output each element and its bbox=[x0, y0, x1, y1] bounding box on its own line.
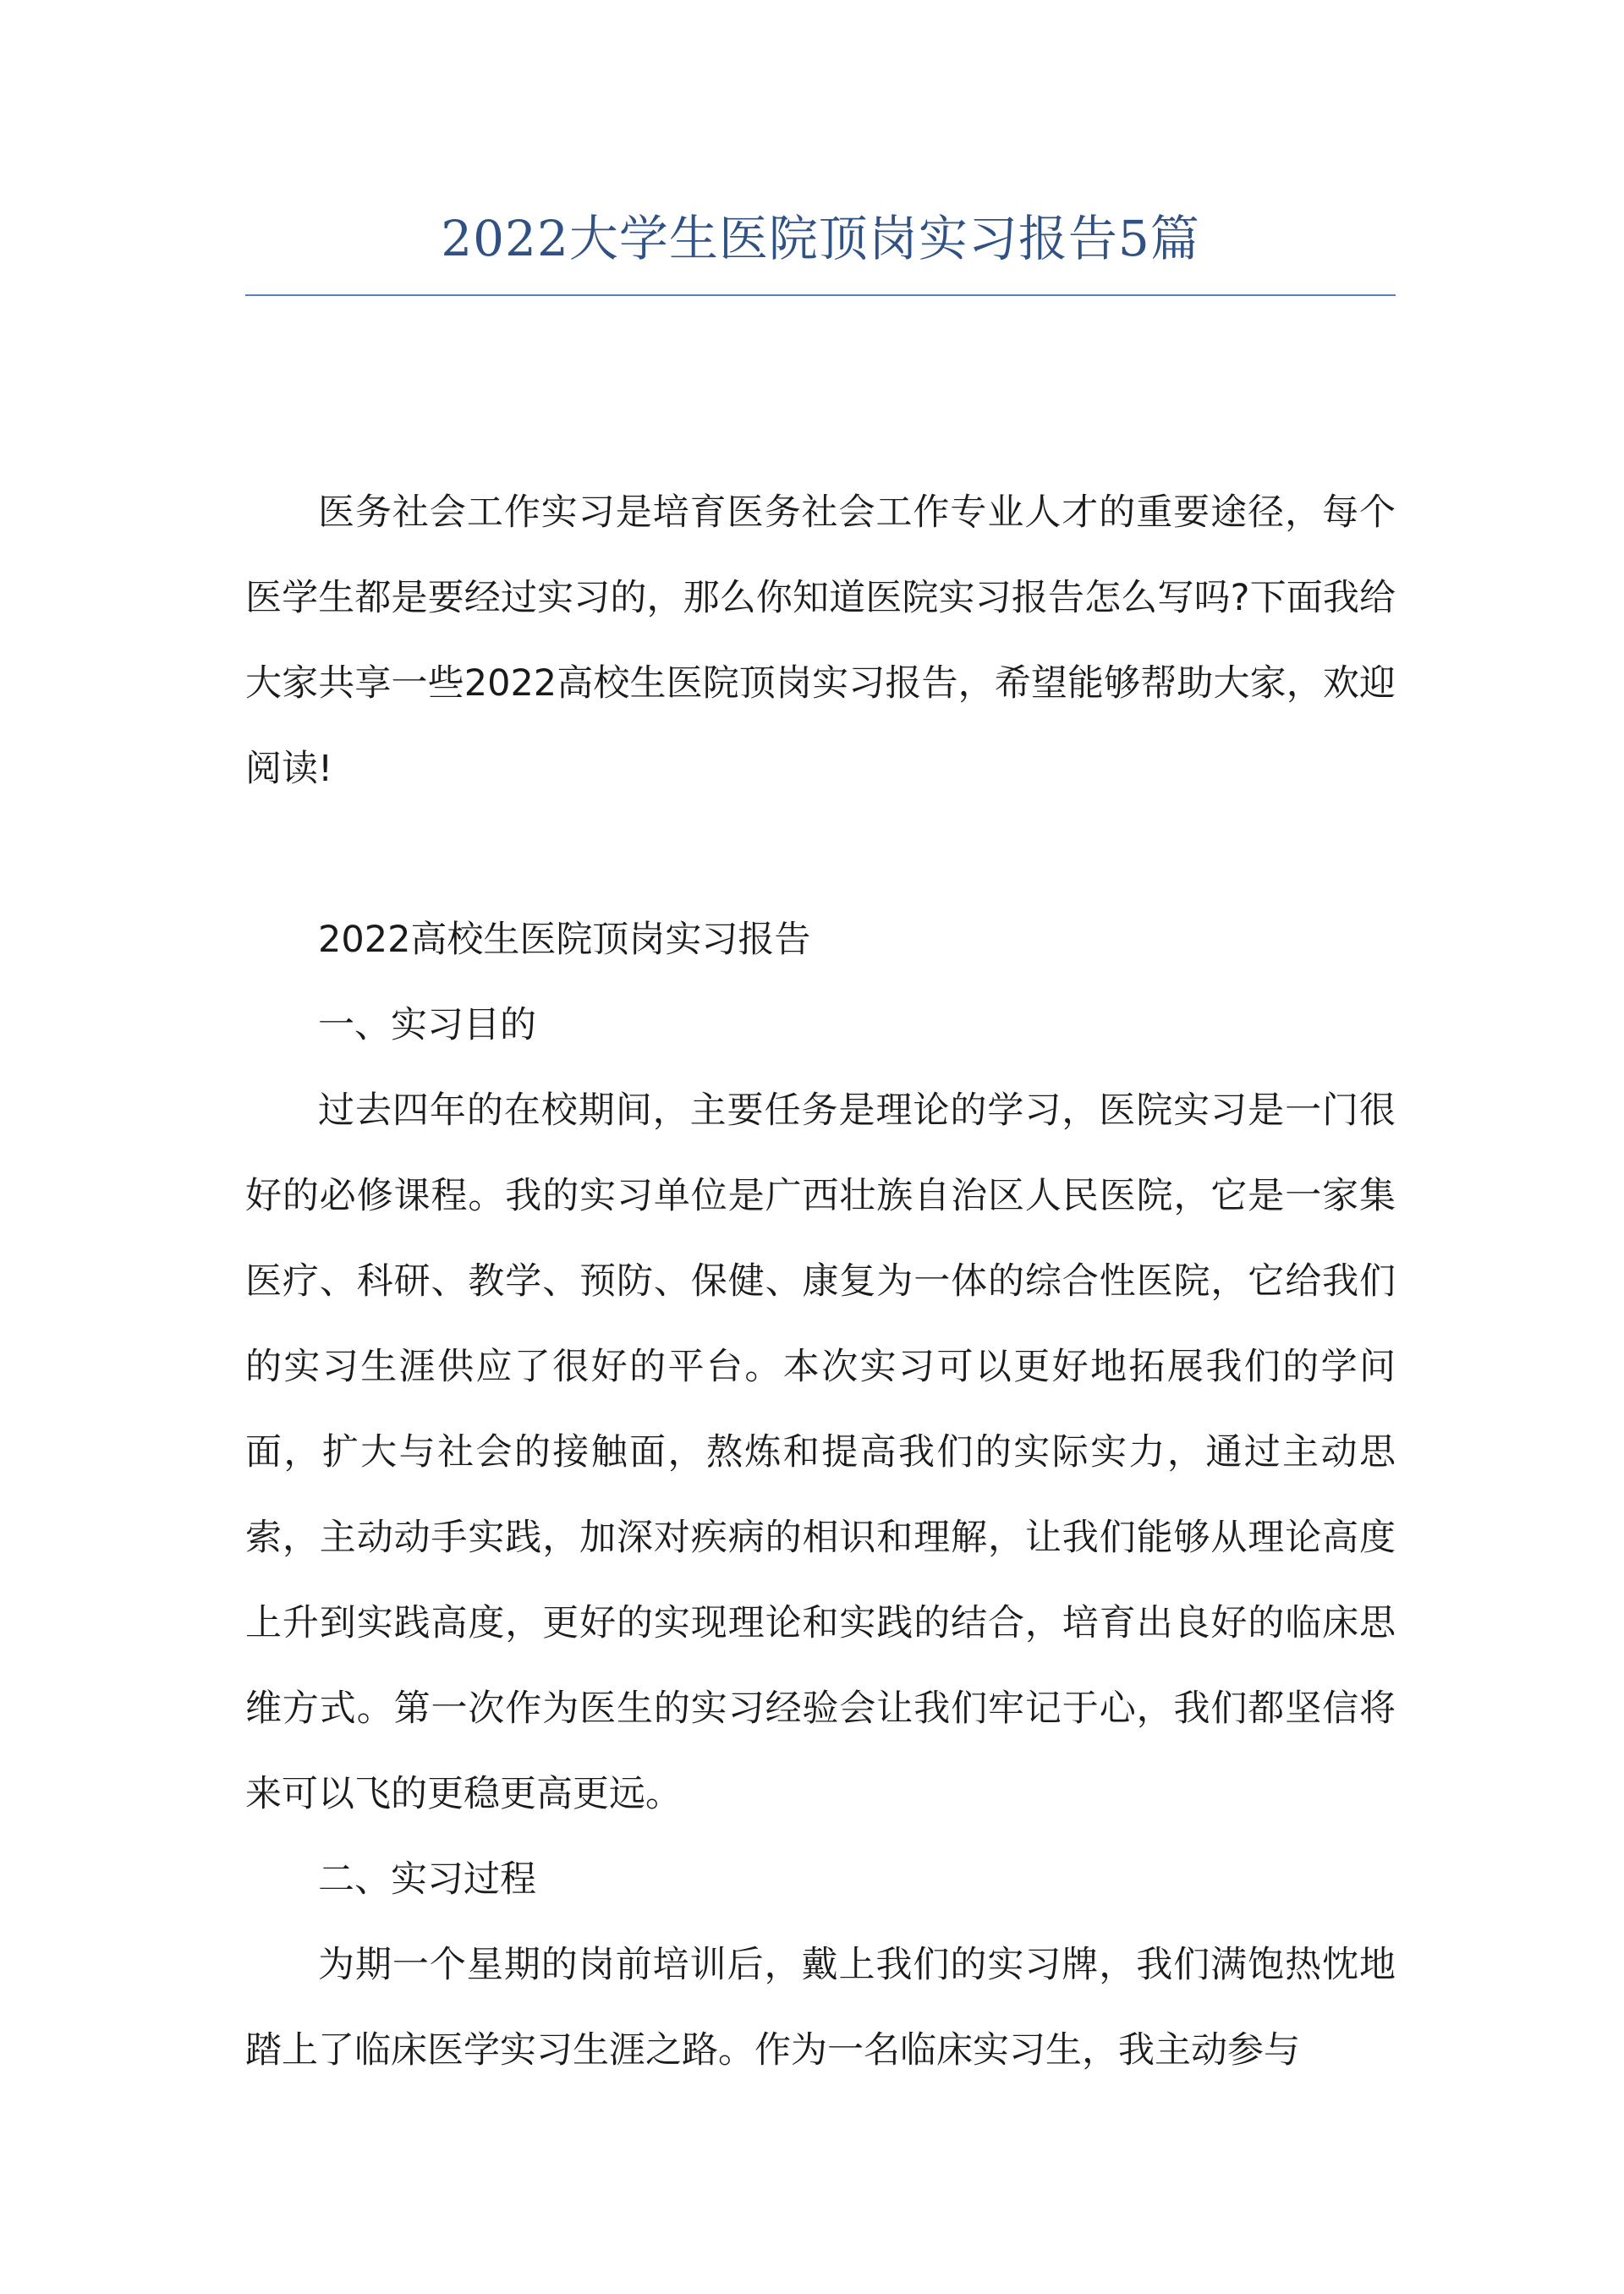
intro-paragraph: 医务社会工作实习是培育医务社会工作专业人才的重要途径，每个医学生都是要经过实习的，那么你知道医院实习报告怎么写吗?下面我给大家共享一些2022高校生医院顶岗实习报告，希望能够帮助大家，欢迎阅读! bbox=[245, 491, 1396, 790]
title-divider bbox=[245, 294, 1396, 296]
section-title: 2022高校生医院顶岗实习报告 bbox=[318, 919, 811, 961]
heading-process: 二、实习过程 bbox=[318, 1858, 536, 1901]
document-body bbox=[245, 470, 1396, 2094]
paragraph-spacer bbox=[245, 812, 1396, 897]
purpose-paragraph: 过去四年的在校期间，主要任务是理论的学习，医院实习是一门很好的必修课程。我的实习单位是广西壮族自治区人民医院，它是一家集医疗、科研、教学、预防、保健、康复为一体的综合性医院，它给我们的实习生涯供应了很好的平台。本次实习可以更好地拓展我们的学问面，扩大与社会的接触面，熬炼和提高我们的实际实力，通过主动思索，主动动手实践，加深对疾病的相识和理解，让我们能够从理论高度上升到实践高度，更好的实现理论和实践的结合，培育出良好的临床思维方式。第一次作为医生的实习经验会让我们牢记于心，我们都坚信将来可以飞的更稳更高更远。 bbox=[245, 1089, 1396, 1815]
document-title: 2022大学生医院顶岗实习报告5篇 bbox=[441, 210, 1200, 267]
process-paragraph: 为期一个星期的岗前培训后，戴上我们的实习牌，我们满饱热忱地踏上了临床医学实习生涯之路。作为一名临床实习生，我主动参与 bbox=[245, 1944, 1396, 2072]
heading-purpose: 一、实习目的 bbox=[318, 1004, 536, 1046]
